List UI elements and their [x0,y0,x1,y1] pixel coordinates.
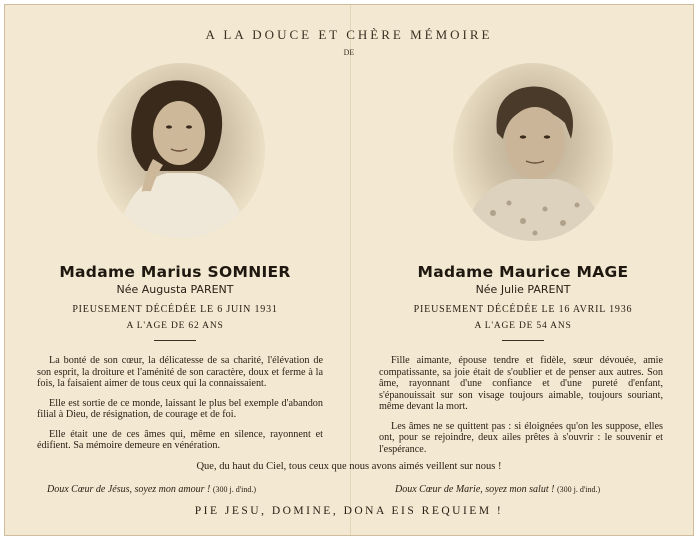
left-name [10,263,340,281]
right-name-prefix: Madame Maurice [417,263,577,281]
left-eulogy [37,355,323,460]
right-paragraph: Fille aimante, épouse tendre et fidèle, sœur dévouée, amie compatissante, sa joie était de s'oublier et de penser aux autres. Son âme, rayonnant d'une confiance et d'une pureté d'enfant, s'épanouissait sur son visage toujours aimable, toujours souriant, même devant la mort. [379,355,663,412]
left-death-date: PIEUSEMENT DÉCÉDÉE LE 6 JUIN 1931 [72,304,278,315]
left-paragraph: La bonté de son cœur, la délicatesse de sa charité, l'élévation de son esprit, la droiture et l'aménité de son caractère, doux et ferme à la fois, la faisaient aimer de tous ceux qui la connaissaient. [37,355,323,389]
right-name-surname: MAGE [576,263,629,281]
memorial-card [4,4,694,536]
right-indulgence: (300 j. d'ind.) [556,485,601,494]
card-fold-line [350,5,351,535]
left-name-prefix: Madame Marius [59,263,208,281]
memorial-header-de: DE [343,48,355,57]
right-prayer-text: Doux Cœur de Marie, soyez mon salut ! [395,484,555,495]
left-paragraph: Elle est sortie de ce monde, laissant le plus bel exemple d'abandon filial à Dieu, de résignation, de courage et de foi. [37,397,323,420]
right-eulogy [379,355,663,463]
left-maiden-name: Née Augusta PARENT [116,283,234,296]
left-column [10,263,340,341]
left-name-surname: SOMNIER [207,263,291,281]
right-column [358,263,688,341]
left-divider [154,340,196,341]
left-paragraph: Elle était une de ces âmes qui, même en silence, rayonnent et édifient. Sa mémoire demeure en vénération. [37,428,323,451]
right-maiden-name: Née Julie PARENT [475,283,571,296]
left-indulgence: (300 j. d'ind.) [212,485,257,494]
right-name [358,263,688,281]
portrait-right [453,63,613,241]
right-paragraph: Les âmes ne se quittent pas : si éloignées qu'on les suppose, elles ont, pour se rejoindre, deux ailes prêtes à s'ouvrir : le souvenir et l'espérance. [379,420,663,455]
requiem-footer: PIE JESU, DOMINE, DONA EIS REQUIEM ! [194,505,504,517]
left-prayer [47,484,256,495]
right-divider [502,340,544,341]
memorial-header: A LA DOUCE ET CHÈRE MÉMOIRE [205,27,493,42]
portrait-left [97,63,265,238]
right-prayer [395,484,600,495]
left-age: A L'AGE DE 62 ANS [126,321,224,331]
left-prayer-text: Doux Cœur de Jésus, soyez mon amour ! [47,484,211,495]
right-age: A L'AGE DE 54 ANS [474,321,572,331]
shared-invocation: Que, du haut du Ciel, tous ceux que nous avons aimés veillent sur nous ! [196,461,502,472]
right-death-date: PIEUSEMENT DÉCÉDÉE LE 16 AVRIL 1936 [413,304,633,315]
